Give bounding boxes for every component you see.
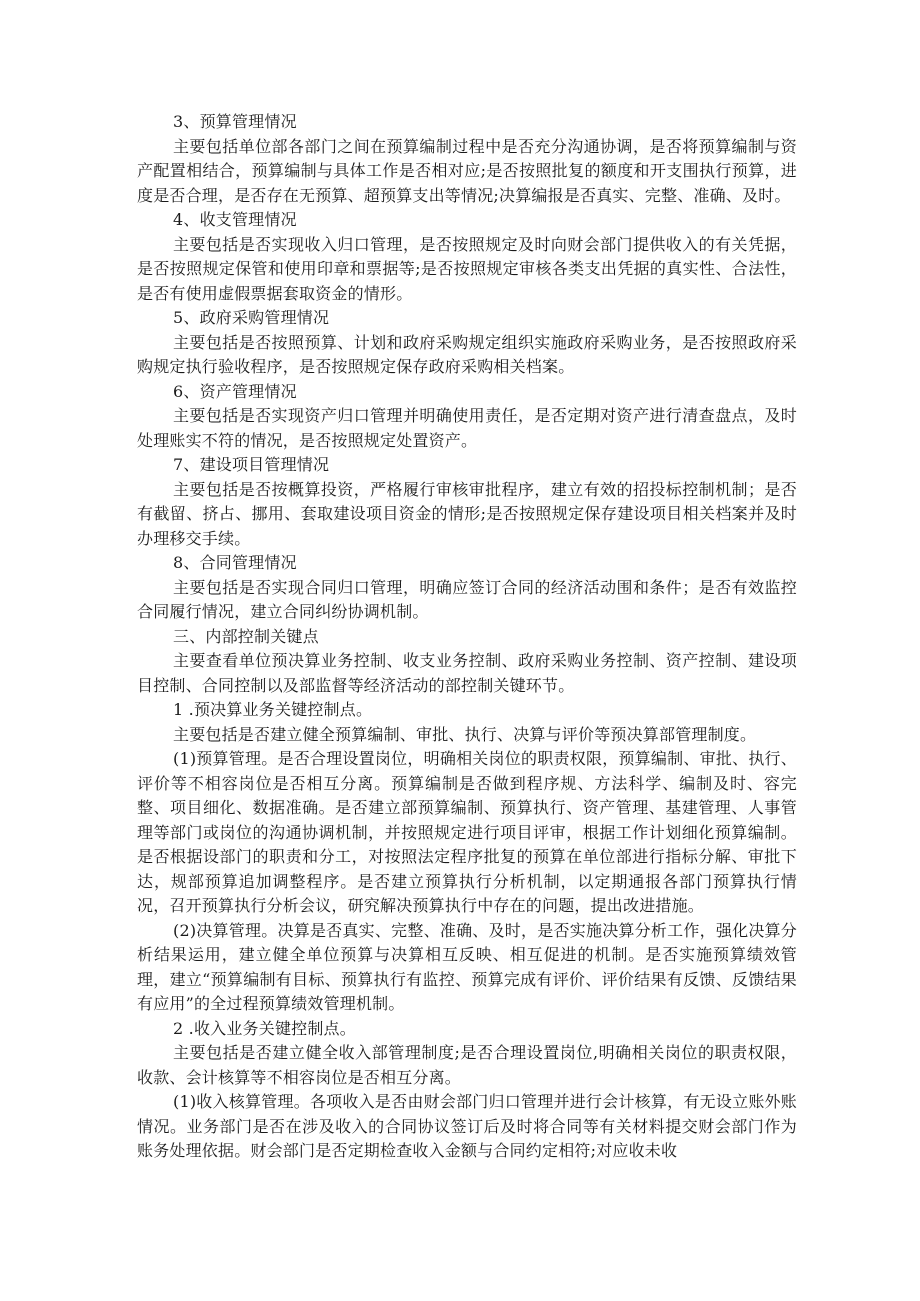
subheading-budget-control: 1 .预决算业务关键控制点。	[173, 700, 373, 719]
paragraph-contracts: 主要包括是否实现合同归口管理，明确应签订合同的经济活动围和条件；是否有效监控合同履行情况，建立合同纠纷协调机制。	[137, 577, 797, 621]
paragraph-revenue-accounting: (1)收入核算管理。各项收入是否由财会部门归口管理并进行会计核算，有无设立账外账情况。业务部门是否在涉及收入的合同协议签订后及时将合同等有关材料提交财会部门作为账务处理依据。财会部门是否定期检查收入金额与合同约定相符;对应收未收	[137, 1092, 797, 1160]
paragraph-revenue-control-intro: 主要包括是否建立健全收入部管理制度;是否合理设置岗位,明确相关岗位的职责权限，收款、会计核算等不相容岗位是否相互分离。	[137, 1043, 797, 1087]
paragraph-final-accounts: (2)决算管理。决算是否真实、完整、准确、及时，是否实施决算分析工作，强化决算分析结果运用，建立健全单位预算与决算相互反映、相互促进的机制。是否实施预算绩效管理，建立“预算编制有目标、预算执行有监控、预算完成有评价、评价结果有反馈、反馈结果有应用”的全过程预算绩效管理机制。	[137, 920, 797, 1013]
subheading-revenue-control: 2 .收入业务关键控制点。	[173, 1018, 356, 1038]
paragraph-internal-control: 主要查看单位预决算业务控制、收支业务控制、政府采购业务控制、资产控制、建设项目控制、合同控制以及部监督等经济活动的部控制关键环节。	[137, 651, 797, 695]
paragraph-budget: 主要包括单位部各部门之间在预算编制过程中是否充分沟通协调，是否将预算编制与资产配置相结合，预算编制与具体工作是否相对应;是否按照批复的额度和开支围执行预算，进度是否合理，是否存在无预算、超预算支出等情况;决算编报是否真实、完整、准确、及时。	[137, 136, 797, 205]
paragraph-budget-management: (1)预算管理。是否合理设置岗位，明确相关岗位的职责权限，预算编制、审批、执行、评价等不相容岗位是否相互分离。预算编制是否做到程序规、方法科学、编制及时、容完整、项目细化、数据准确。是否建立部预算编制、预算执行、资产管理、基建管理、人事管理等部门或岗位的沟通协调机制，并按照规定进行项目评审，根据工作计划细化预算编制。是否根据设部门的职责和分工，对按照法定程序批复的预算在单位部进行指标分解、审批下达，规部预算追加调整程序。是否建立预算执行分析机制，以定期通报各部门预算执行情况，召开预算执行分析会议，研究解决预算执行中存在的问题，提出改进措施。	[137, 749, 797, 915]
paragraph-procurement: 主要包括是否按照预算、计划和政府采购规定组织实施政府采购业务，是否按照政府采购规定执行验收程序，是否按照规定保存政府采购相关档案。	[137, 332, 797, 376]
paragraph-assets: 主要包括是否实现资产归口管理并明确使用责任，是否定期对资产进行清查盘点，及时处理账实不符的情况，是否按照规定处置资产。	[137, 406, 797, 450]
section-heading-procurement: 5、政府采购管理情况	[173, 308, 330, 327]
paragraph-budget-control-intro: 主要包括是否建立健全预算编制、审批、执行、决算与评价等预决算部管理制度。	[173, 724, 757, 744]
paragraph-construction: 主要包括是否按概算投资，严格履行审核审批程序，建立有效的招投标控制机制；是否有截留、挤占、挪用、套取建设项目资金的情形;是否按照规定保存建设项目相关档案并及时办理移交手续。	[137, 479, 797, 548]
section-heading-assets: 6、资产管理情况	[173, 381, 297, 401]
section-heading-budget: 3、预算管理情况	[173, 112, 297, 131]
section-heading-revenue-expense: 4、收支管理情况	[173, 210, 297, 229]
paragraph-revenue-expense: 主要包括是否实现收入归口管理，是否按照规定及时向财会部门提供收入的有关凭据，是否按照规定保管和使用印章和票据等;是否按照规定审核各类支出凭据的真实性、合法性，是否有使用虚假票据套取资金的情形。	[137, 234, 797, 303]
section-heading-construction: 7、建设项目管理情况	[173, 455, 330, 474]
section-heading-internal-control: 三、内部控制关键点	[173, 626, 319, 646]
document-page	[137, 110, 797, 1164]
section-heading-contracts: 8、合同管理情况	[173, 553, 297, 572]
